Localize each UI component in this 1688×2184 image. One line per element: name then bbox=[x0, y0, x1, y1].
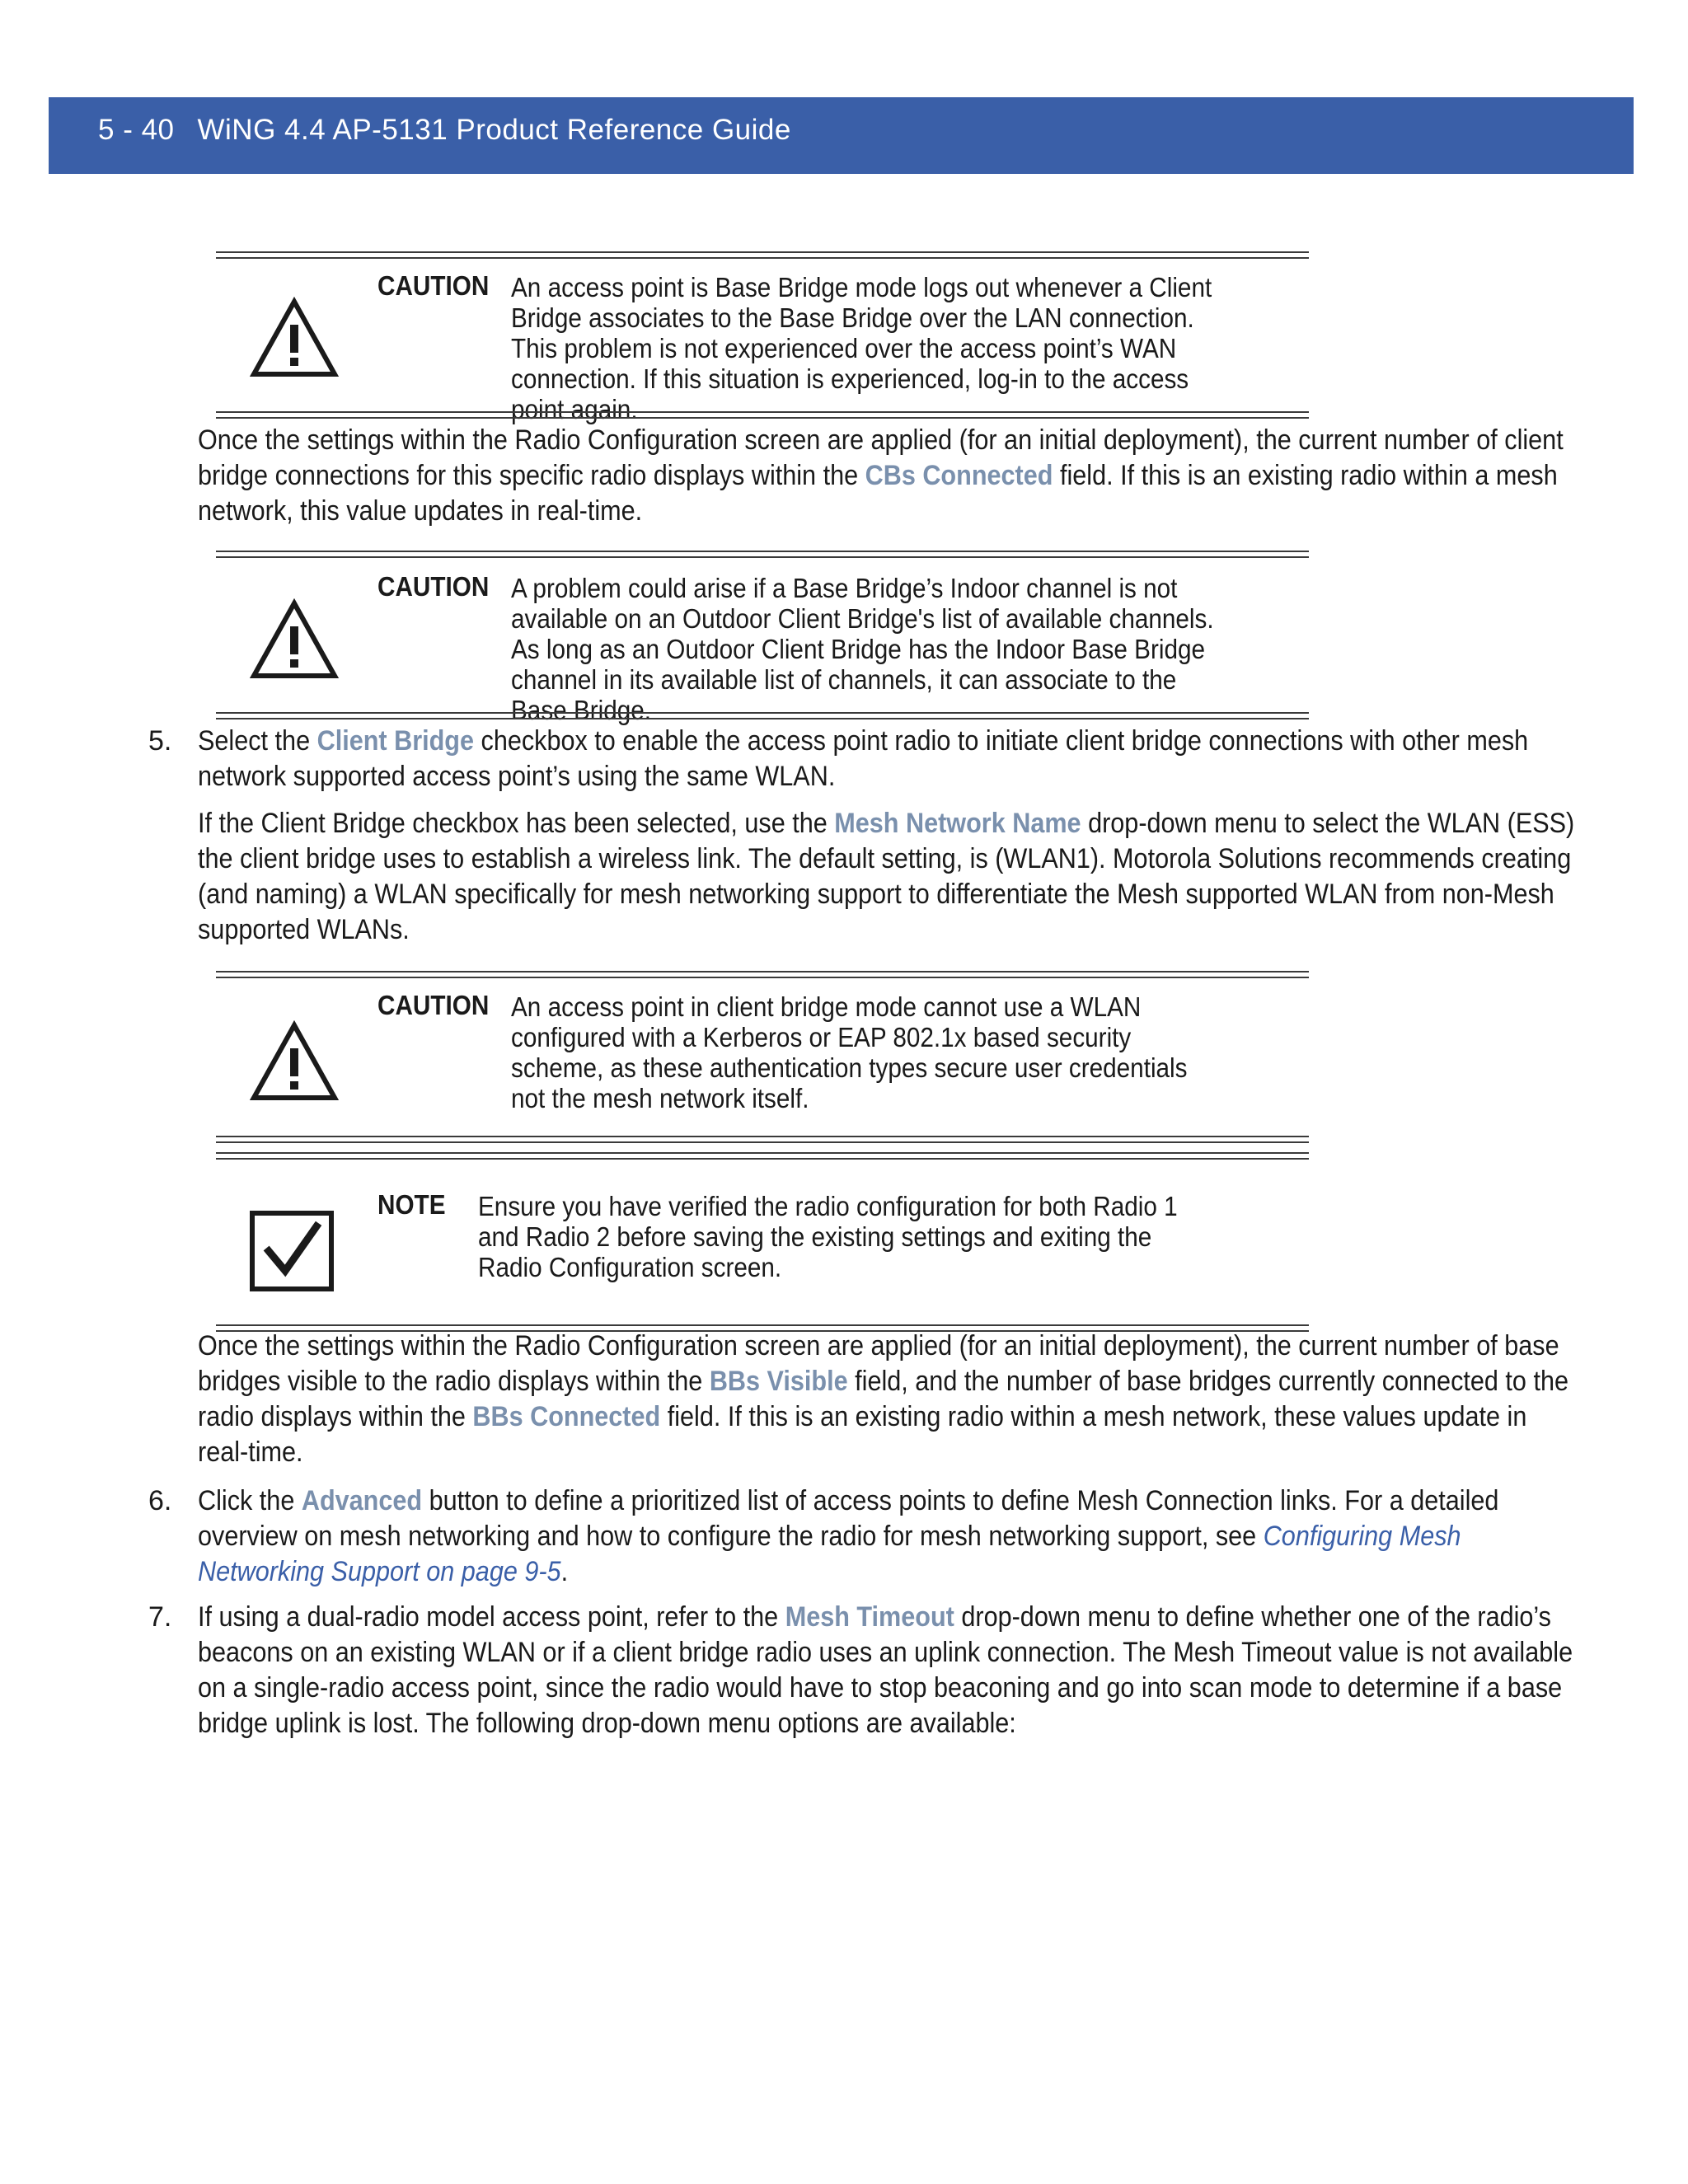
field-mesh-timeout: Mesh Timeout bbox=[785, 1601, 954, 1633]
step-6-text bbox=[198, 1483, 1578, 1590]
field-cbs-connected: CBs Connected bbox=[865, 460, 1053, 491]
step-5-text bbox=[198, 724, 1578, 794]
step-number: 6. bbox=[148, 1485, 172, 1516]
caution-box-3 bbox=[216, 971, 1309, 1144]
field-bbs-connected: BBs Connected bbox=[472, 1401, 661, 1432]
paragraph-mesh-network-name bbox=[198, 806, 1578, 948]
step-7-text bbox=[198, 1600, 1578, 1741]
page-number: 5 - 40 bbox=[98, 114, 175, 146]
top-rule bbox=[216, 551, 1309, 558]
header-text bbox=[98, 114, 791, 147]
caution-label: CAUTION bbox=[377, 270, 490, 301]
caution-text: An access point in client bridge mode cannot use a WLAN configured with a Kerberos or EAP 802.1x based security scheme, as these authentication types secure user credentials not the mesh network itself. bbox=[511, 991, 1188, 1113]
caution-label: CAUTION bbox=[377, 571, 490, 602]
text: button to define a prioritized list of access points to define Mesh Connection links. For a detailed overview on mesh networking and how to configure the radio for mesh networking support, see bbox=[198, 1485, 1499, 1552]
text: field. If this is an existing radio within a mesh network, this value updates in real-time. bbox=[198, 460, 1558, 527]
text: Click the bbox=[198, 1485, 302, 1516]
text: Once the settings within the Radio Configuration screen are applied (for an initial deployment), the current number of client bridge connections for this specific radio displays within the bbox=[198, 424, 1564, 491]
field-client-bridge: Client Bridge bbox=[316, 725, 475, 757]
top-rule bbox=[216, 251, 1309, 259]
text: If the Client Bridge checkbox has been selected, use the bbox=[198, 808, 835, 839]
text: Once the settings within the Radio Configuration screen are applied (for an initial deployment), the current number of base bridges visible to the radio displays within the bbox=[198, 1330, 1559, 1397]
note-text: Ensure you have verified the radio configuration for both Radio 1 and Radio 2 before saving the existing settings and exiting the Radio Configuration screen. bbox=[478, 1191, 1178, 1282]
step-number: 7. bbox=[148, 1601, 172, 1633]
bottom-rule bbox=[216, 712, 1309, 719]
text: If using a dual-radio model access point, refer to the bbox=[198, 1601, 785, 1633]
text: Select the bbox=[198, 725, 317, 757]
text: drop-down menu to define whether one of the radio’s beacons on an existing WLAN or if a client bridge radio uses an uplink connection. The Mesh Timeout value is not available on a single-radio access point, since the radio would have to stop beaconing and go into scan mode to determine if a base bridge uplink is lost. The following drop-down menu options are available: bbox=[198, 1601, 1573, 1739]
warning-triangle-icon bbox=[249, 297, 340, 379]
guide-title: WiNG 4.4 AP-5131 Product Reference Guide bbox=[197, 114, 791, 146]
step-number: 5. bbox=[148, 725, 172, 757]
warning-triangle-icon bbox=[249, 598, 340, 681]
caution-text: A problem could arise if a Base Bridge’s Indoor channel is not available on an Outdoor Client Bridge's list of available channels. As long as an Outdoor Client Bridge has the Indoor Base Bridge channel in its available list of channels, it can associate to the Base Bridge. bbox=[511, 573, 1214, 725]
page-header bbox=[49, 97, 1634, 174]
field-bbs-visible: BBs Visible bbox=[709, 1366, 848, 1397]
text: field. If this is an existing radio within a mesh network, these values update in real-time. bbox=[198, 1401, 1527, 1468]
text: drop-down menu to select the WLAN (ESS) the client bridge uses to establish a wireless link. The default setting, is (WLAN1). Motorola Solutions recommends creating (and naming) a WLAN specifically for mesh networking support to differentiate the Mesh supported WLAN from non-Mesh supported WLANs. bbox=[198, 808, 1575, 945]
top-rule bbox=[216, 1152, 1309, 1160]
text: checkbox to enable the access point radio to initiate client bridge connections with other mesh network supported access point’s using the same WLAN. bbox=[198, 725, 1529, 792]
bottom-rule bbox=[216, 411, 1309, 419]
top-rule bbox=[216, 971, 1309, 978]
text: field, and the number of base bridges currently connected to the radio displays within the bbox=[198, 1366, 1568, 1432]
caution-box-2 bbox=[216, 551, 1309, 725]
checkmark-box-icon bbox=[249, 1210, 335, 1292]
warning-triangle-icon bbox=[249, 1020, 340, 1103]
caution-text: An access point is Base Bridge mode logs out whenever a Client Bridge associates to the Base Bridge over the LAN connection. This problem is not experienced over the access point’s WAN connection. If this situation is experienced, log-in to the access point again. bbox=[511, 272, 1212, 424]
cross-reference-link[interactable]: Configuring Mesh Networking Support on page 9-5 bbox=[198, 1521, 1461, 1587]
paragraph-cbs-connected bbox=[198, 423, 1578, 529]
bottom-rule bbox=[216, 1136, 1309, 1143]
paragraph-bbs-visible bbox=[198, 1329, 1578, 1470]
button-advanced: Advanced bbox=[301, 1485, 423, 1516]
caution-label: CAUTION bbox=[377, 990, 490, 1020]
note-label: NOTE bbox=[377, 1189, 446, 1220]
field-mesh-network-name: Mesh Network Name bbox=[834, 808, 1081, 839]
caution-box-1 bbox=[216, 251, 1309, 423]
text: . bbox=[560, 1556, 569, 1587]
note-box bbox=[216, 1152, 1309, 1333]
